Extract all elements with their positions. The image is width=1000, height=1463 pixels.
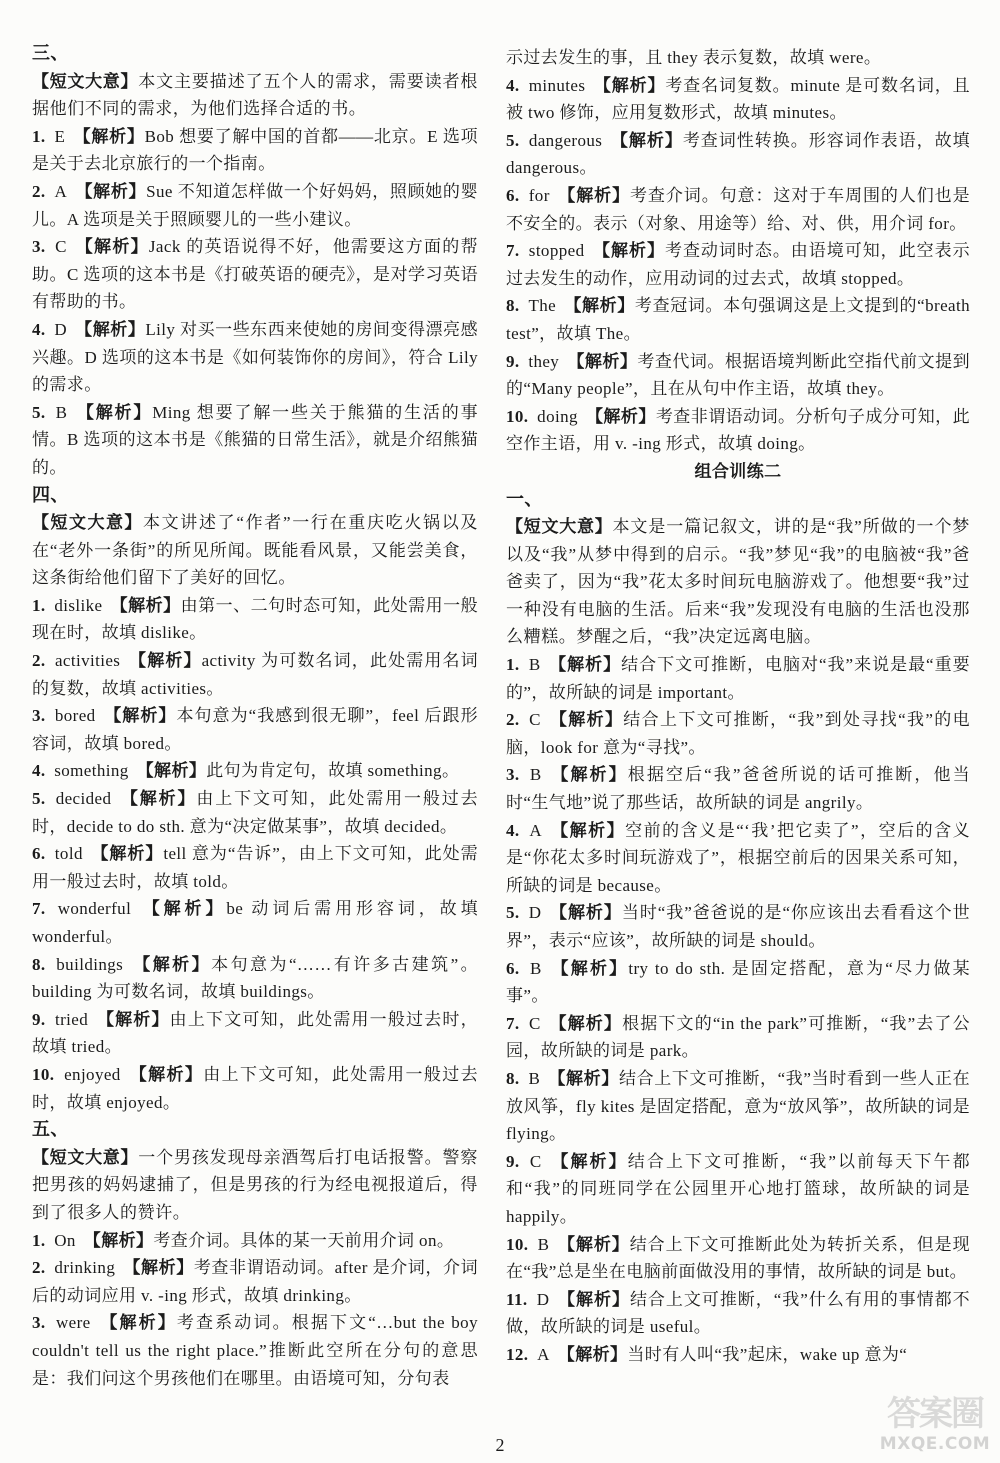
answer-number: 5. <box>32 789 46 809</box>
answer-value: wonderful <box>57 899 132 919</box>
answer-item <box>32 1227 478 1255</box>
answer-value: A <box>54 181 68 201</box>
answer-number: 1. <box>32 126 46 146</box>
passage-summary <box>32 509 478 592</box>
answer-number: 4. <box>506 75 520 95</box>
answer-item <box>506 403 970 458</box>
analysis-text: 此句为肯定句，故填 something。 <box>206 761 460 781</box>
answer-item <box>32 840 478 895</box>
answer-item <box>32 592 478 647</box>
analysis-text: 由第一、二句时态可知，此处需用一般现在时，故填 dislike。 <box>32 595 478 643</box>
analysis-text: 本句意为“我感到很无聊”，feel 后跟形容词，故填 bored。 <box>32 706 479 753</box>
analysis-text: 由上下文可知，此处需用一般过去时，decide to do sth. 意为“决定做某事”，故填 decided。 <box>32 789 478 836</box>
answer-item <box>32 1006 478 1061</box>
answer-item <box>506 348 970 403</box>
answer-item <box>32 316 478 399</box>
answer-number: 7. <box>506 241 520 261</box>
analysis-tag: 【解析】 <box>83 1230 154 1250</box>
answer-number: 6. <box>506 185 520 205</box>
answer-value: D <box>54 319 68 339</box>
analysis-text: 本句意为“……有许多古建筑”。building 为可数名词，故填 buildings。 <box>32 954 478 1002</box>
answer-number: 3. <box>32 706 46 726</box>
left-column <box>32 40 478 1392</box>
answer-number: 10. <box>506 1234 529 1254</box>
analysis-text: 当时“我”爸爸说的是“你应该出去看看这个世界”，表示“应该”，故所缺的词是 should。 <box>506 903 971 950</box>
analysis-text: 当时有人叫“我”起床，wake up 意为“ <box>627 1344 908 1364</box>
answer-number: 1. <box>506 655 520 675</box>
analysis-tag: 【解析】 <box>128 1064 204 1084</box>
answer-number: 8. <box>506 1068 520 1088</box>
answer-number: 3. <box>506 765 520 785</box>
analysis-text: 由上下文可知，此处需用一般过去时，故填 enjoyed。 <box>32 1064 478 1112</box>
analysis-tag: 【解析】 <box>549 958 629 978</box>
answer-item <box>32 399 478 482</box>
analysis-tag: 【解析】 <box>131 954 212 974</box>
analysis-tag: 【解析】 <box>139 899 227 919</box>
analysis-text: 考查系动词。根据下文“…but the boy couldn't tell us the right place.”推断此空所在分句的意思是：我们问这个男孩他们在哪里。由语境可知，分句表 <box>32 1313 478 1388</box>
answer-item <box>506 127 970 182</box>
analysis-tag: 【解析】 <box>98 1313 177 1333</box>
analysis-tag: 【解析】 <box>103 706 177 726</box>
answer-item <box>32 233 478 316</box>
answer-item <box>32 647 478 702</box>
answer-item <box>506 955 970 1010</box>
answer-value: C <box>529 1151 542 1171</box>
answer-item <box>506 817 970 900</box>
answer-number: 9. <box>506 1151 520 1171</box>
answer-value: B <box>528 1068 541 1088</box>
answer-number: 10. <box>32 1064 55 1084</box>
section-heading: 五、 <box>32 1119 69 1140</box>
answer-item <box>506 1010 970 1065</box>
analysis-tag: 【解析】 <box>119 789 197 809</box>
answer-value: were <box>55 1313 91 1333</box>
analysis-tag: 【解析】 <box>557 1234 630 1254</box>
watermark-logo-text: 答案圈 <box>887 1394 983 1434</box>
answer-value: On <box>54 1230 76 1250</box>
summary-text: 本文主要描述了五个人的需求，需要读者根据他们不同的需求，为他们选择合适的书。 <box>32 71 478 119</box>
summary-text: 一个男孩发现母亲酒驾后打电话报警。警察把男孩的妈妈逮捕了，但是男孩的行为经电视报道后，得到了很多人的赞许。 <box>32 1147 478 1222</box>
analysis-tag: 【解析】 <box>73 126 145 146</box>
summary-tag: 【短文大意】 <box>32 513 143 533</box>
analysis-text: 考查非谓语动词。分析句子成分可知，此空作主语，用 v. -ing 形式，故填 doing。 <box>506 406 971 454</box>
answer-number: 11. <box>506 1289 528 1309</box>
answer-item <box>506 72 970 127</box>
answer-value: drinking <box>54 1258 116 1278</box>
answer-number: 4. <box>32 319 46 339</box>
answer-number: 10. <box>506 406 529 426</box>
answer-value: B <box>537 1234 550 1254</box>
answer-item <box>506 1065 970 1148</box>
answer-number: 5. <box>506 903 520 923</box>
answer-item <box>506 292 970 347</box>
answer-number: 3. <box>32 1313 46 1333</box>
analysis-text: 结合下文可推断，电脑对“我”来说是最“重要的”，故所缺的词是 important。 <box>506 655 970 702</box>
analysis-text: 考查动词时态。由语境可知，此空表示过去发生的动作，应用动词的过去式，故填 stopped。 <box>506 241 970 288</box>
analysis-tag: 【解析】 <box>610 130 683 150</box>
analysis-tag: 【解析】 <box>123 1258 194 1278</box>
analysis-text: Jack 的英语说得不好，他需要这方面的帮助。C 选项的这本书是《打破英语的硬壳》，是对学习英语有帮助的书。 <box>32 237 478 312</box>
analysis-tag: 【解析】 <box>564 296 635 316</box>
summary-tag: 【短文大意】 <box>506 517 613 537</box>
answer-number: 8. <box>32 954 46 974</box>
answer-item <box>32 785 478 840</box>
answer-item <box>32 1061 478 1116</box>
answer-value: they <box>528 351 560 371</box>
practice-title: 组合训练二 <box>694 461 782 481</box>
answer-item <box>506 1148 970 1231</box>
analysis-text: tell 意为“告诉”，由上下文可知，此处需用一般过去时，故填 told。 <box>32 844 478 891</box>
answer-item <box>506 651 970 706</box>
analysis-text: 考查代词。根据语境判断此空指代前文提到的“Many people”，且在从句中作主语，故填 they。 <box>506 351 970 399</box>
answer-number: 5. <box>506 130 520 150</box>
analysis-text: 空前的含义是“‘我’把它卖了”，空后的含义是“你花太多时间玩游戏了”，根据空前后的因果关系可知，所缺的词是 because。 <box>506 820 970 895</box>
analysis-tag: 【解析】 <box>136 761 207 781</box>
answer-item <box>506 706 970 761</box>
answer-value: A <box>529 820 543 840</box>
analysis-text: Sue 不知道怎样做一个好妈妈，照顾她的婴儿。A 选项是关于照顾婴儿的一些小建议。 <box>32 181 478 229</box>
answer-item <box>506 237 970 292</box>
answer-value: minutes <box>528 75 586 95</box>
watermark-url-text: MXQE.COM <box>879 1434 991 1454</box>
analysis-tag: 【解析】 <box>75 181 147 201</box>
passage-summary <box>506 513 970 651</box>
analysis-tag: 【解析】 <box>549 1151 628 1171</box>
answer-number: 5. <box>32 402 46 422</box>
answer-value: B <box>55 402 68 422</box>
answer-value: told <box>54 844 83 864</box>
answer-number: 8. <box>506 296 520 316</box>
analysis-text: 考查名词复数。minute 是可数名词，且被 two 修饰，应用复数形式，故填 minutes。 <box>506 75 970 123</box>
analysis-tag: 【解析】 <box>550 820 626 840</box>
answer-item <box>32 895 478 950</box>
answer-value: C <box>528 1013 541 1033</box>
analysis-text: 考查介词。句意：这对于车周围的人们也是不安全的。表示（对象、用途等）给、对、供，用介词 for。 <box>506 185 970 233</box>
analysis-text: 根据空后“我”爸爸所说的话可推断，他当时“生气地”说了那些话，故所缺的词是 angrily。 <box>506 765 970 813</box>
answer-item <box>506 182 970 237</box>
analysis-text: 结合上下文可推断，“我”以前每天下午都和“我”的同班同学在公园里开心地打篮球，故所缺的词是 happily。 <box>506 1151 970 1226</box>
analysis-text: 结合上下文可推断，“我”到处寻找“我”的电脑，look for 意为“寻找”。 <box>506 710 970 757</box>
analysis-tag: 【解析】 <box>592 241 665 261</box>
section-heading: 四、 <box>32 484 69 505</box>
analysis-tag: 【解析】 <box>567 351 638 371</box>
continuation-text: 示过去发生的事，且 they 表示复数，故填 were。 <box>506 48 882 67</box>
answer-number: 4. <box>32 761 46 781</box>
answer-number: 7. <box>32 899 46 919</box>
analysis-text: 结合上文可推断，“我”什么有用的事情都不做，故所缺的词是 useful。 <box>506 1289 970 1337</box>
answer-value: A <box>537 1344 550 1364</box>
analysis-tag: 【解析】 <box>548 710 624 730</box>
answer-value: doing <box>537 406 578 426</box>
answer-number: 3. <box>32 237 46 257</box>
analysis-tag: 【解析】 <box>96 1009 170 1029</box>
analysis-text: 考查介词。具体的某一天前用介词 on。 <box>153 1230 455 1250</box>
analysis-text: try to do sth. 是固定搭配，意为“尽力做某事”。 <box>506 958 970 1006</box>
analysis-tag: 【解析】 <box>557 185 630 205</box>
answer-value: E <box>54 126 66 146</box>
analysis-text: 根据下文的“in the park”可推断，“我”去了公园，故所缺的词是 park。 <box>506 1013 970 1061</box>
analysis-text: Bob 想要了解中国的首都——北京。E 选项是关于去北京旅行的一个指南。 <box>32 126 478 174</box>
analysis-text: 考查冠词。本句强调这是上文提到的“breath test”，故填 The。 <box>506 296 970 343</box>
answer-value: C <box>529 710 541 730</box>
answer-number: 2. <box>32 651 46 671</box>
answer-item <box>32 951 478 1006</box>
answer-item <box>32 178 478 233</box>
answer-item <box>506 1231 970 1286</box>
answer-number: 12. <box>506 1344 529 1364</box>
answer-value: B <box>529 765 542 785</box>
answer-number: 6. <box>32 844 46 864</box>
analysis-tag: 【解析】 <box>548 1068 619 1088</box>
answer-item <box>32 757 478 785</box>
answer-item <box>506 1286 970 1341</box>
analysis-text: Ming 想要了解一些关于熊猫的生活的事情。B 选项的这本书是《熊猫的日常生活》，就是介绍熊猫的。 <box>32 402 479 477</box>
analysis-tag: 【解析】 <box>548 1013 623 1033</box>
answer-value: C <box>55 237 67 257</box>
answer-value: decided <box>55 789 112 809</box>
answer-value: dislike <box>54 595 103 615</box>
analysis-text: 结合上下文可推断此处为转折关系，但是现在“我”总是坐在电脑前面做没用的事情，故所缺的词是 but。 <box>506 1234 970 1282</box>
analysis-tag: 【解析】 <box>110 595 181 615</box>
analysis-text: 考查词性转换。形容词作表语，故填 dangerous。 <box>506 130 970 178</box>
answer-item <box>506 761 970 816</box>
answer-value: B <box>530 958 542 978</box>
analysis-text: 考查非谓语动词。after 是介词，介词后的动词应用 v. -ing 形式，故填 drinking。 <box>32 1258 478 1305</box>
analysis-text: Lily 对买一些东西来使她的房间变得漂亮感兴趣。D 选项的这本书是《如何装饰你的房间》，符合 Lily 的需求。 <box>32 319 478 395</box>
answer-item <box>32 123 478 178</box>
passage-summary <box>32 1144 478 1227</box>
summary-tag: 【短文大意】 <box>32 1147 139 1167</box>
answer-value: D <box>536 1289 550 1309</box>
section-heading: 一、 <box>506 488 543 509</box>
analysis-tag: 【解析】 <box>549 765 628 785</box>
answer-number: 2. <box>506 710 520 730</box>
answer-number: 1. <box>32 1230 46 1250</box>
answer-value: something <box>54 761 129 781</box>
analysis-text: 结合上下文可推断，“我”当时看到一些人正在放风筝，fly kites 是固定搭配，意为“放风筝”，故所缺的词是 flying。 <box>506 1068 970 1144</box>
page-number: 2 <box>495 1435 505 1455</box>
summary-text: 本文是一篇记叙文，讲的是“我”所做的一个梦以及“我”从梦中得到的启示。“我”梦见“我”的电脑被“我”爸爸卖了，因为“我”花太多时间玩电脑游戏了。他想要“我”过一种没有电脑的生活。后来“我”发现没有电脑的生活也没那么糟糕。梦醒之后，“我”决定远离电脑。 <box>506 517 970 647</box>
answer-item <box>32 702 478 757</box>
answer-value: tried <box>55 1009 89 1029</box>
analysis-text: 由上下文可知，此处需用一般过去时，故填 tried。 <box>32 1009 478 1057</box>
answer-item <box>32 1254 478 1309</box>
analysis-tag: 【解析】 <box>74 237 149 257</box>
passage-summary <box>32 68 478 123</box>
analysis-tag: 【解析】 <box>75 402 153 422</box>
answer-value: stopped <box>528 241 585 261</box>
answer-value: buildings <box>56 954 124 974</box>
analysis-tag: 【解析】 <box>593 75 666 95</box>
answer-value: dangerous <box>528 130 603 150</box>
answer-number: 4. <box>506 820 520 840</box>
answer-item <box>32 1309 478 1392</box>
answer-value: enjoyed <box>64 1064 121 1084</box>
answer-number: 9. <box>506 351 520 371</box>
analysis-tag: 【解析】 <box>549 903 622 923</box>
analysis-tag: 【解析】 <box>557 1289 630 1309</box>
answer-value: D <box>528 903 542 923</box>
answer-item <box>506 1341 970 1369</box>
answer-number: 2. <box>32 1258 46 1278</box>
analysis-tag: 【解析】 <box>90 844 164 864</box>
analysis-text: be 动词后需用形容词，故填 wonderful。 <box>32 899 478 946</box>
answer-number: 2. <box>32 181 46 201</box>
analysis-tag: 【解析】 <box>557 1344 628 1364</box>
analysis-tag: 【解析】 <box>75 319 146 339</box>
answer-number: 6. <box>506 958 520 978</box>
answer-item <box>506 899 970 954</box>
answer-value: bored <box>54 706 96 726</box>
summary-tag: 【短文大意】 <box>32 71 139 91</box>
summary-text: 本文讲述了“作者”一行在重庆吃火锅以及在“老外一条街”的所见所闻。既能看风景，又能尝美食，这条街给他们留下了美好的回忆。 <box>32 513 478 588</box>
answer-number: 7. <box>506 1013 520 1033</box>
answer-number: 1. <box>32 595 46 615</box>
answer-value: activities <box>54 651 121 671</box>
answer-value: for <box>528 185 550 205</box>
analysis-tag: 【解析】 <box>548 655 622 675</box>
right-column <box>506 44 970 1369</box>
analysis-text: activity 为可数名词，此处需用名词的复数，故填 activities。 <box>32 651 478 698</box>
analysis-tag: 【解析】 <box>128 651 202 671</box>
section-heading: 三、 <box>32 43 69 63</box>
answer-value: B <box>528 655 541 675</box>
analysis-tag: 【解析】 <box>585 406 656 426</box>
answer-number: 9. <box>32 1009 46 1029</box>
answer-value: The <box>528 296 557 316</box>
